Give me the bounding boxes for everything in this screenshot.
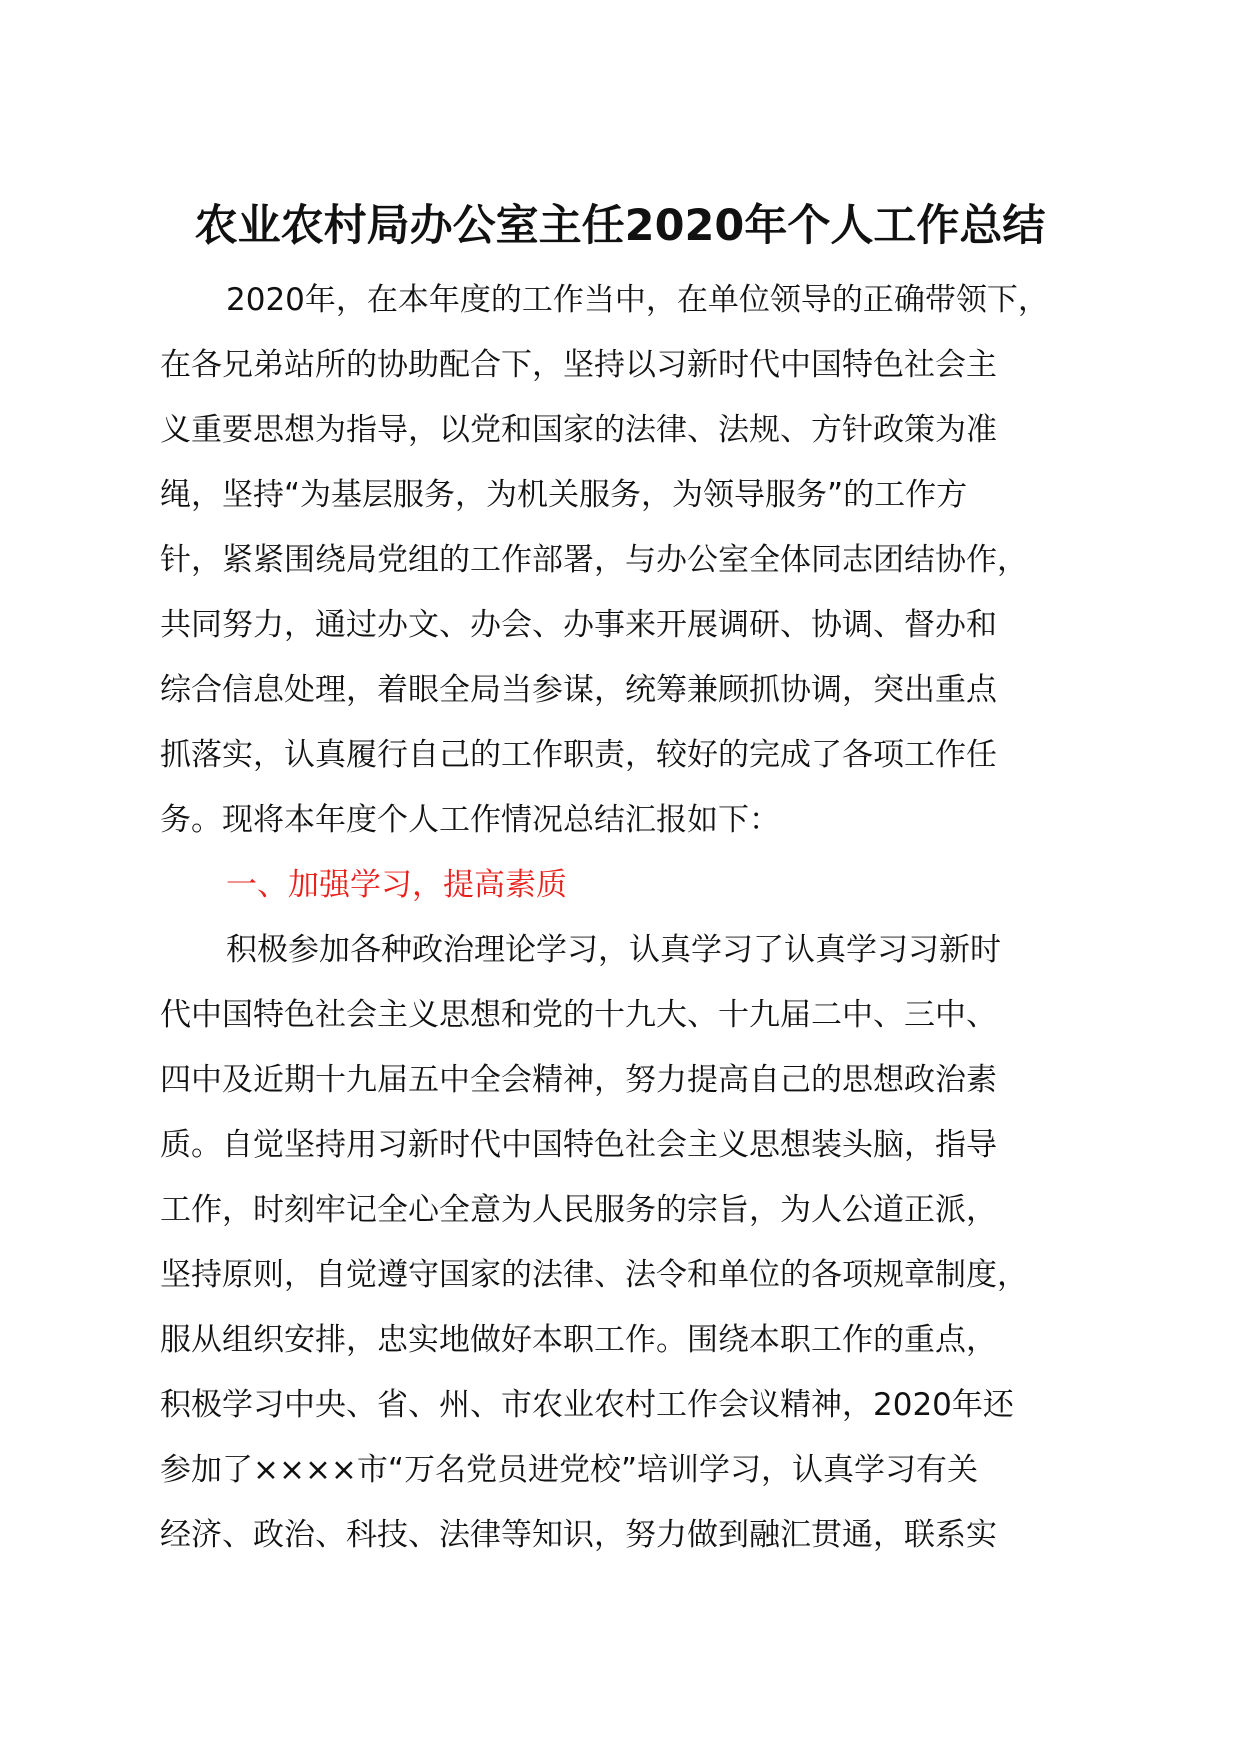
paragraph-line: 代中国特色社会主义思想和党的十九大、十九届二中、三中、 — [160, 997, 997, 1033]
paragraph-line: 综合信息处理，着眼全局当参谋，统筹兼顾抓协调，突出重点 — [160, 672, 997, 708]
paragraph-line: 务。现将本年度个人工作情况总结汇报如下： — [160, 802, 780, 838]
paragraph-line: 四中及近期十九届五中全会精神，努力提高自己的思想政治素 — [160, 1062, 997, 1098]
document-title: 农业农村局办公室主任2020年个人工作总结 — [194, 201, 1046, 251]
paragraph-line: 抓落实，认真履行自己的工作职责，较好的完成了各项工作任 — [160, 737, 997, 773]
paragraph-line: 义重要思想为指导，以党和国家的法律、法规、方针政策为准 — [160, 412, 997, 448]
paragraph-line: 服从组织安排，忠实地做好本职工作。围绕本职工作的重点， — [160, 1322, 997, 1358]
paragraph-line: 共同努力，通过办文、办会、办事来开展调研、协调、督办和 — [160, 607, 997, 643]
paragraph-line: 在各兄弟站所的协助配合下，坚持以习新时代中国特色社会主 — [160, 347, 997, 383]
paragraph-line: 针，紧紧围绕局党组的工作部署，与办公室全体同志团结协作， — [160, 542, 1028, 578]
paragraph-line: 质。自觉坚持用习新时代中国特色社会主义思想装头脑，指导 — [160, 1127, 997, 1163]
paragraph-line: 工作，时刻牢记全心全意为人民服务的宗旨，为人公道正派， — [160, 1192, 997, 1228]
paragraph-line: 积极参加各种政治理论学习，认真学习了认真学习习新时 — [226, 932, 1001, 968]
paragraph-line: 参加了××××市“万名党员进党校”培训学习，认真学习有关 — [160, 1452, 979, 1488]
paragraph-line: 积极学习中央、省、州、市农业农村工作会议精神，2020年还 — [160, 1387, 1014, 1423]
section-heading: 一、加强学习，提高素质 — [226, 867, 567, 903]
paragraph-line: 坚持原则，自觉遵守国家的法律、法令和单位的各项规章制度， — [160, 1257, 1028, 1293]
paragraph-line: 经济、政治、科技、法律等知识，努力做到融汇贯通，联系实 — [160, 1517, 997, 1553]
paragraph-line: 2020年，在本年度的工作当中，在单位领导的正确带领下， — [226, 282, 1049, 318]
document-body — [160, 268, 1120, 1568]
paragraph-line: 绳，坚持“为基层服务，为机关服务，为领导服务”的工作方 — [160, 477, 968, 513]
